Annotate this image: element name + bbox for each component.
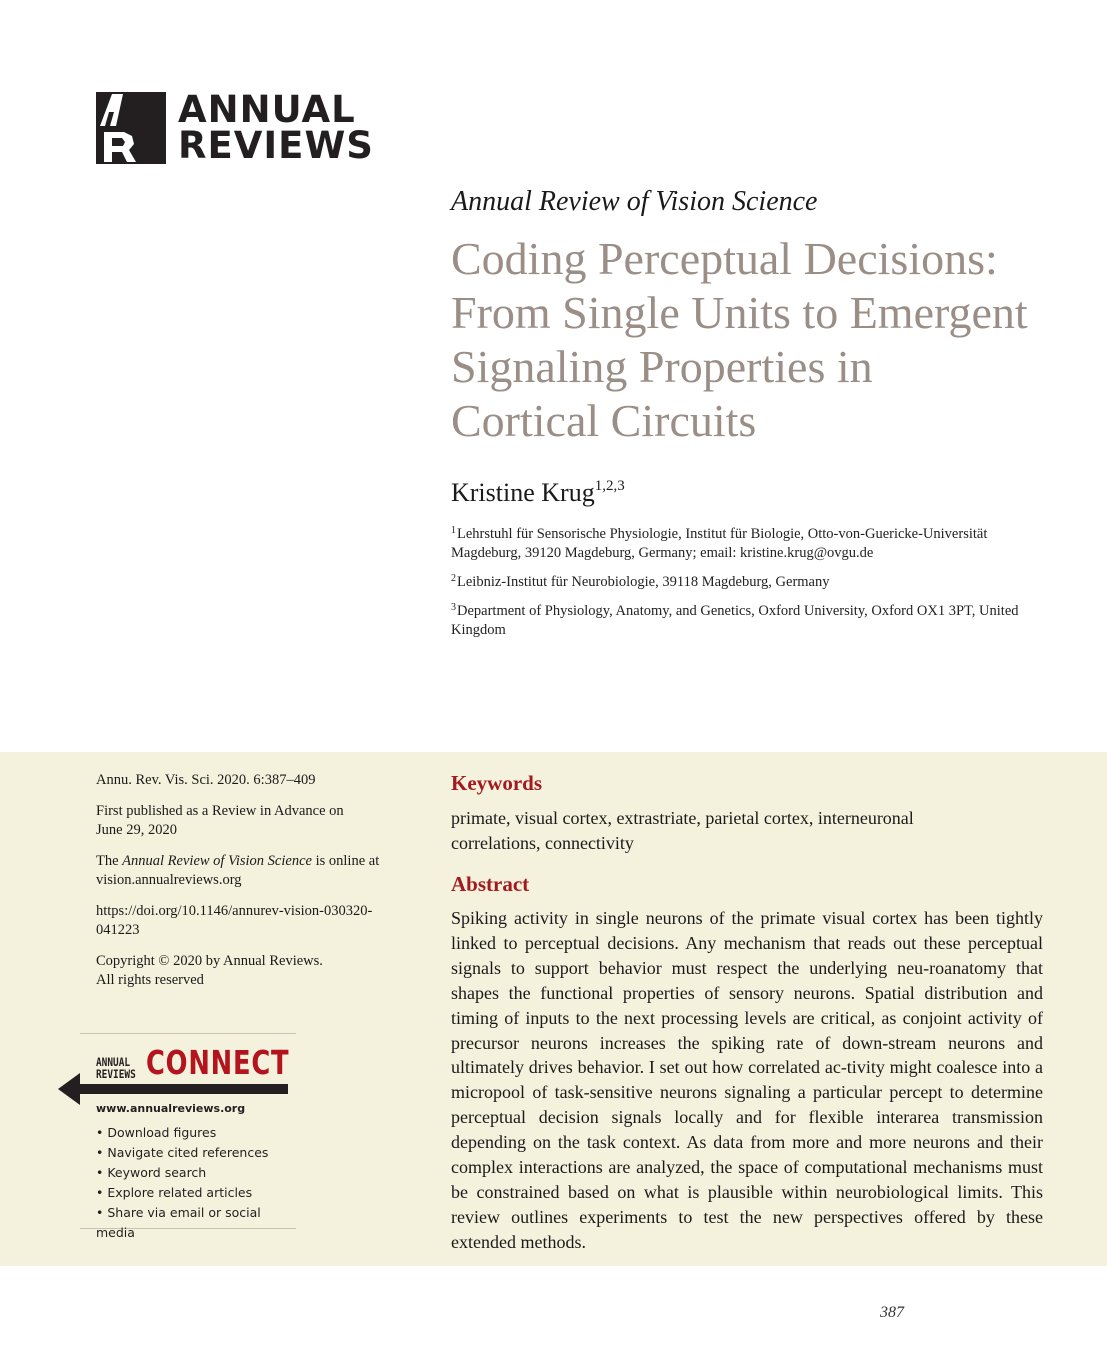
journal-name: Annual Review of Vision Science xyxy=(451,186,818,217)
connect-ar-line: REVIEWS xyxy=(96,1067,136,1081)
doi-line: 041223 xyxy=(96,922,140,938)
abstract-heading: Abstract xyxy=(451,872,530,896)
online-post: is online at xyxy=(311,853,380,869)
online-at xyxy=(96,852,406,890)
affiliation-item xyxy=(451,598,1051,640)
keywords-line: correlations, connectivity xyxy=(451,833,634,853)
title-line: From Single Units to Emergent xyxy=(451,287,1028,338)
affiliation-item xyxy=(451,521,1051,563)
title-line: Signaling Properties in xyxy=(451,341,873,392)
logo-line-annual: ANNUAL xyxy=(178,88,356,131)
annual-reviews-connect-box xyxy=(80,1033,296,1240)
affiliation-number: 2 xyxy=(451,573,456,584)
abstract-text: Spiking activity in single neurons of the primate visual cortex has been tightly linked to perceptual decisions. Any mechanism that reads out these perceptual signals to support behavior must respect the underlying neu-roanatomy that shapes the functional properties of sensory neurons. Spatial distribution and timing of inputs to the next processing levels are critical, as conjoint activity of precursor neurons increases the spiking rate of down-stream neurons and ultimately drives behavior. I set out how correlated ac-tivity might coalesce into a micropool of task-sensitive neurons signaling a particular percept to determine perceptual decision signals locally and for flexible interarea transmission depending on the task context. As data from more and more neurons and their complex interactions are analyzed, the space of computational mechanisms must be constrained based on what is plausible within neurobiological limits. This review outlines experiments to test the new perspectives offered by these extended methods. xyxy=(451,908,1043,1252)
doi-link[interactable] xyxy=(96,902,406,940)
copyright-line: Copyright © 2020 by Annual Reviews. xyxy=(96,953,323,969)
connect-word: CONNECT xyxy=(146,1043,290,1082)
first-published-line: First published as a Review in Advance on xyxy=(96,803,344,819)
annual-reviews-logo-mark-icon xyxy=(96,92,166,164)
affiliation-text: Lehrstuhl für Sensorische Physiologie, Institut für Biologie, Otto-von-Guericke-Universität Magdeburg, 39120 Magdeburg, Germany; email: kristine.krug@ovgu.de xyxy=(451,526,988,561)
list-item: • Navigate cited references xyxy=(96,1145,269,1160)
first-published-date: June 29, 2020 xyxy=(96,822,177,838)
article-title xyxy=(451,232,1081,448)
author-affiliation-marks: 1,2,3 xyxy=(594,478,625,494)
keywords-heading: Keywords xyxy=(451,771,542,795)
title-line: Cortical Circuits xyxy=(451,395,757,446)
list-item: • Explore related articles xyxy=(96,1185,253,1200)
affiliation-number: 3 xyxy=(451,602,456,613)
citation: Annu. Rev. Vis. Sci. 2020. 6:387–409 xyxy=(96,772,316,788)
journal-url-link[interactable]: vision.annualreviews.org xyxy=(96,872,242,888)
connect-feature-list xyxy=(96,1123,296,1243)
keywords-text xyxy=(451,806,1011,856)
affiliation-text: Leibniz-Institut für Neurobiologie, 39118 Magdeburg, Germany xyxy=(457,574,830,590)
annual-reviews-logo xyxy=(96,88,374,167)
list-item: • Share via email or social media xyxy=(96,1205,261,1240)
online-journal: Annual Review of Vision Science xyxy=(122,853,312,869)
copyright xyxy=(96,952,406,990)
rights-line: All rights reserved xyxy=(96,972,204,988)
logo-wordmark xyxy=(178,88,374,167)
keywords-line: primate, visual cortex, extrastriate, parietal cortex, interneuronal xyxy=(451,808,914,828)
affiliations xyxy=(451,521,1051,646)
affiliation-text: Department of Physiology, Anatomy, and Genetics, Oxford University, Oxford OX1 3PT, United Kingdom xyxy=(451,603,1019,638)
list-item: • Download figures xyxy=(96,1125,217,1140)
author xyxy=(451,478,625,508)
affiliation-item xyxy=(451,569,1051,592)
connect-url-link[interactable]: www.annualreviews.org xyxy=(96,1102,246,1115)
logo-line-reviews: REVIEWS xyxy=(178,124,374,167)
affiliation-number: 1 xyxy=(451,525,456,536)
connect-ar-line: ANNUAL xyxy=(96,1055,131,1069)
first-published xyxy=(96,802,406,840)
doi-line: https://doi.org/10.1146/annurev-vision-030320- xyxy=(96,903,373,919)
author-name: Kristine Krug xyxy=(451,478,595,507)
article-metadata xyxy=(96,771,406,1002)
page-number: 387 xyxy=(880,1304,904,1321)
list-item: • Keyword search xyxy=(96,1165,207,1180)
online-pre: The xyxy=(96,853,123,869)
title-line: Coding Perceptual Decisions: xyxy=(451,233,998,284)
